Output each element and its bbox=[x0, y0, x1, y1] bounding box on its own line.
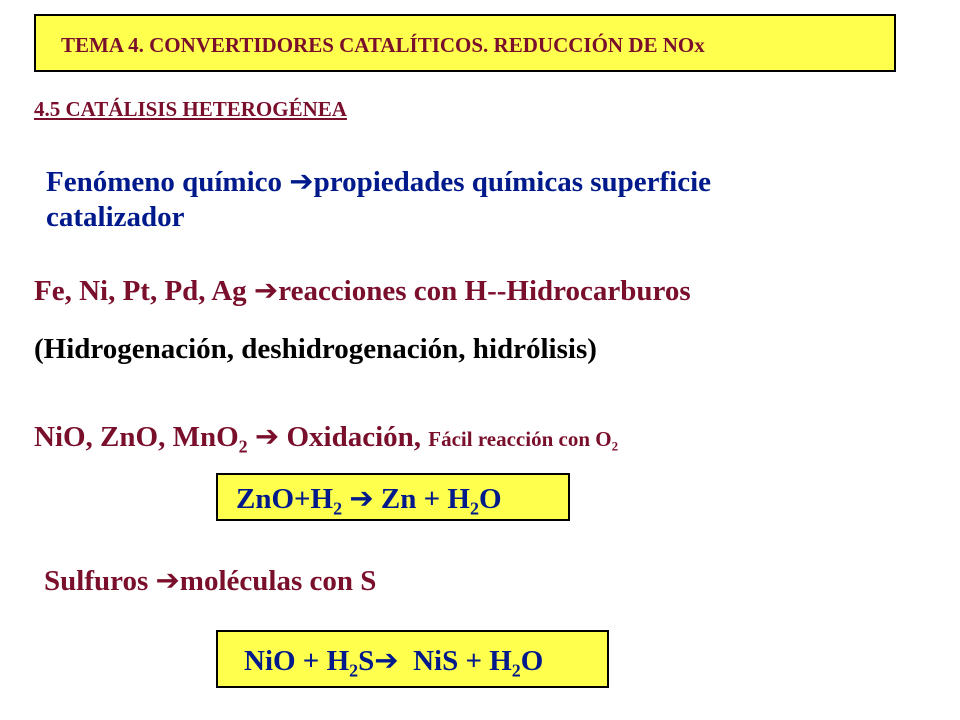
slide-title: TEMA 4. CONVERTIDORES CATALÍTICOS. REDUCCIÓN DE NOx bbox=[61, 33, 705, 57]
sulfuros-text: Sulfuros bbox=[44, 565, 156, 597]
fenomeno-line bbox=[46, 163, 711, 200]
oxidos-list: NiO, ZnO, MnO bbox=[34, 421, 239, 453]
fenomeno-text: Fenómeno químico bbox=[46, 166, 290, 198]
right-arrow-icon: ➔ bbox=[374, 643, 399, 677]
oxidos-line bbox=[34, 418, 618, 457]
right-arrow-icon: ➔ bbox=[253, 273, 279, 307]
eq1-reactant: ZnO+H bbox=[236, 483, 334, 515]
metales-list: Fe, Ni, Pt, Pd, Ag bbox=[34, 275, 254, 307]
hidrogenacion-line: (Hidrogenación, deshidrogenación, hidrólisis) bbox=[34, 333, 597, 365]
equation-box-nio bbox=[216, 630, 609, 688]
sulfuros-line bbox=[44, 562, 376, 599]
sulfuros-result: moléculas con S bbox=[179, 565, 377, 597]
eq2-reactant: NiO + H bbox=[244, 645, 350, 677]
oxidos-result: Oxidación, bbox=[279, 421, 429, 453]
eq2-product-end: O bbox=[520, 645, 544, 677]
eq2-product: NiS + H bbox=[398, 645, 512, 677]
subscript: 2 bbox=[238, 436, 248, 457]
eq1-product-end: O bbox=[478, 483, 502, 515]
eq2-reactant-end: S bbox=[358, 645, 375, 677]
right-arrow-icon: ➔ bbox=[155, 563, 180, 597]
title-banner bbox=[34, 14, 896, 72]
subscript: 2 bbox=[511, 660, 521, 681]
equation-box-zno bbox=[216, 473, 570, 521]
right-arrow-icon: ➔ bbox=[349, 481, 374, 515]
fenomeno-result: propiedades químicas superficie bbox=[313, 166, 712, 198]
right-arrow-icon: ➔ bbox=[289, 164, 314, 198]
section-heading: 4.5 CATÁLISIS HETEROGÉNEA bbox=[34, 97, 347, 121]
oxidos-note bbox=[428, 427, 619, 454]
subscript: 2 bbox=[349, 660, 359, 681]
catalizador-line: catalizador bbox=[46, 201, 185, 233]
subscript: 2 bbox=[611, 438, 619, 454]
oxidos-note-text: Fácil reacción con O bbox=[428, 427, 612, 451]
metales-result: reacciones con H--Hidrocarburos bbox=[278, 275, 691, 307]
subscript: 2 bbox=[469, 498, 479, 519]
eq1-product: Zn + H bbox=[373, 483, 470, 515]
metales-line bbox=[34, 272, 691, 309]
right-arrow-icon: ➔ bbox=[254, 419, 280, 453]
subscript: 2 bbox=[333, 498, 343, 519]
